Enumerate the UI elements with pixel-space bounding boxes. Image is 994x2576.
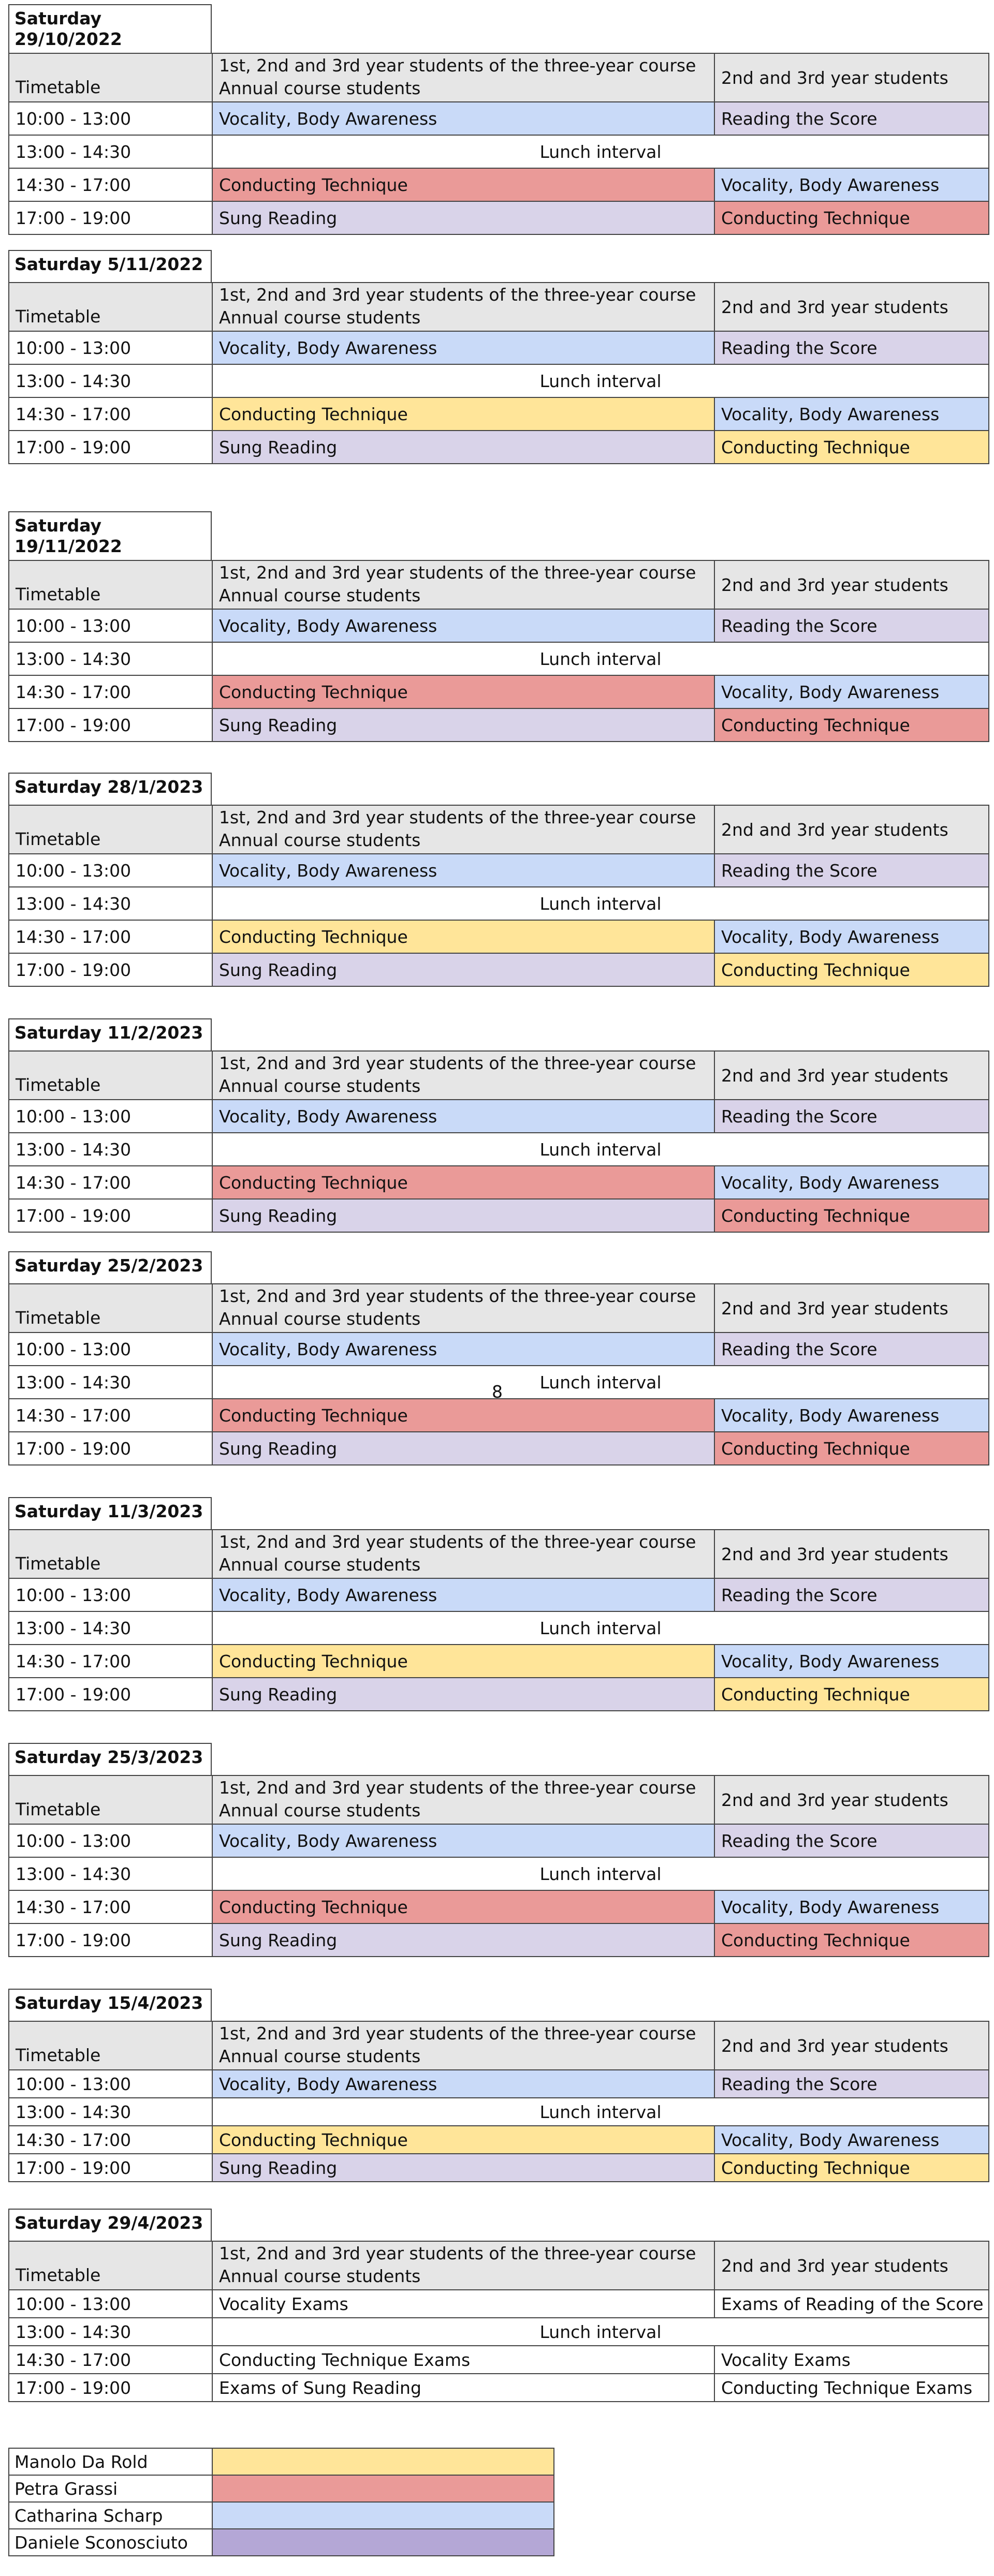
group1-lesson-cell: Vocality, Body Awareness — [212, 1578, 714, 1611]
time-cell: 10:00 - 13:00 — [9, 2070, 212, 2098]
group1-header-line: Annual course students — [219, 830, 421, 850]
group2-lesson-cell: Conducting Technique Exams — [714, 2374, 989, 2402]
time-cell: 14:30 - 17:00 — [9, 2346, 212, 2374]
time-cell: 17:00 - 19:00 — [9, 1923, 212, 1957]
header-row — [9, 2241, 989, 2290]
time-slot-row — [9, 1199, 989, 1232]
group1-header-line: Annual course students — [219, 2046, 421, 2066]
group2-lesson-cell: Reading the Score — [714, 854, 989, 887]
time-cell: 13:00 - 14:30 — [9, 1611, 212, 1645]
group1-lesson-cell: Conducting Technique — [212, 1645, 714, 1678]
lunch-cell: Lunch interval — [212, 642, 989, 675]
date-line: Saturday — [14, 8, 101, 28]
group2-lesson-cell: Reading the Score — [714, 609, 989, 642]
time-slot-row — [9, 135, 989, 168]
time-cell: 10:00 - 13:00 — [9, 2290, 212, 2318]
header-row — [9, 805, 989, 854]
group1-lesson-cell: Vocality, Body Awareness — [212, 1100, 714, 1133]
time-cell: 10:00 - 13:00 — [9, 1333, 212, 1366]
time-cell: 13:00 - 14:30 — [9, 887, 212, 920]
group1-lesson-cell: Conducting Technique — [212, 2126, 714, 2154]
group1-header-line: 1st, 2nd and 3rd year students of the three-year course — [219, 807, 696, 827]
schedule-table — [8, 1529, 989, 1711]
date-line: Saturday 15/4/2023 — [14, 1993, 203, 2013]
time-slot-row — [9, 1432, 989, 1465]
date-heading — [8, 773, 212, 805]
group1-lesson-cell: Sung Reading — [212, 431, 714, 464]
legend-name: Catharina Scharp — [9, 2502, 212, 2529]
time-slot-row — [9, 2154, 989, 2182]
time-slot-row — [9, 642, 989, 675]
date-heading — [8, 1497, 212, 1529]
day-schedule — [8, 511, 992, 742]
date-line: Saturday 11/3/2023 — [14, 1501, 203, 1521]
time-slot-row — [9, 168, 989, 201]
time-slot-row — [9, 2290, 989, 2318]
time-cell: 17:00 - 19:00 — [9, 1432, 212, 1465]
header-row — [9, 2021, 989, 2070]
group1-header-line: Annual course students — [219, 1800, 421, 1820]
time-cell: 14:30 - 17:00 — [9, 920, 212, 953]
group2-lesson-cell: Vocality, Body Awareness — [714, 1166, 989, 1199]
time-slot-row — [9, 2070, 989, 2098]
date-line: 29/10/2022 — [14, 29, 122, 49]
group2-lesson-cell: Vocality, Body Awareness — [714, 1645, 989, 1678]
group2-lesson-cell: Reading the Score — [714, 1100, 989, 1133]
group2-header: 2nd and 3rd year students — [714, 2021, 989, 2070]
timetable-header: Timetable — [9, 2241, 212, 2290]
group1-lesson-cell: Sung Reading — [212, 2154, 714, 2182]
lunch-cell: Lunch interval — [212, 2318, 989, 2346]
group2-lesson-cell: Exams of Reading of the Score — [714, 2290, 989, 2318]
group1-header — [212, 1775, 714, 1824]
date-line: Saturday 11/2/2023 — [14, 1023, 203, 1043]
legend-row — [9, 2502, 554, 2529]
time-slot-row — [9, 2318, 989, 2346]
group1-header-line: Annual course students — [219, 307, 421, 328]
time-slot-row — [9, 1923, 989, 1957]
time-cell: 14:30 - 17:00 — [9, 1645, 212, 1678]
group2-lesson-cell: Vocality Exams — [714, 2346, 989, 2374]
time-slot-row — [9, 331, 989, 364]
time-slot-row — [9, 1100, 989, 1133]
group1-header-line: 1st, 2nd and 3rd year students of the three-year course — [219, 2023, 696, 2044]
group1-lesson-cell: Sung Reading — [212, 708, 714, 742]
group1-lesson-cell: Vocality, Body Awareness — [212, 1824, 714, 1857]
time-cell: 13:00 - 14:30 — [9, 1133, 212, 1166]
lunch-cell: Lunch interval — [212, 1366, 989, 1399]
legend-row — [9, 2529, 554, 2556]
time-cell: 17:00 - 19:00 — [9, 708, 212, 742]
legend-row — [9, 2448, 554, 2475]
time-cell: 10:00 - 13:00 — [9, 102, 212, 135]
time-cell: 17:00 - 19:00 — [9, 1678, 212, 1711]
header-row — [9, 1530, 989, 1578]
day-schedule — [8, 1743, 992, 1957]
group1-header — [212, 1284, 714, 1333]
date-heading — [8, 511, 212, 560]
legend-name: Petra Grassi — [9, 2475, 212, 2502]
group2-lesson-cell: Vocality, Body Awareness — [714, 1399, 989, 1432]
group1-lesson-cell: Sung Reading — [212, 953, 714, 986]
group1-header-line: 1st, 2nd and 3rd year students of the three-year course — [219, 55, 696, 76]
time-slot-row — [9, 1824, 989, 1857]
time-slot-row — [9, 1166, 989, 1199]
group1-lesson-cell: Vocality, Body Awareness — [212, 2070, 714, 2098]
day-schedule — [8, 773, 992, 987]
group1-lesson-cell: Vocality, Body Awareness — [212, 854, 714, 887]
date-line: Saturday 25/2/2023 — [14, 1255, 203, 1276]
group2-lesson-cell: Vocality, Body Awareness — [714, 2126, 989, 2154]
time-cell: 17:00 - 19:00 — [9, 2154, 212, 2182]
time-cell: 17:00 - 19:00 — [9, 201, 212, 234]
time-slot-row — [9, 1678, 989, 1711]
group1-header-line: Annual course students — [219, 78, 421, 98]
group1-header-line: Annual course students — [219, 1076, 421, 1096]
legend-name: Manolo Da Rold — [9, 2448, 212, 2475]
group1-header — [212, 805, 714, 854]
time-cell: 14:30 - 17:00 — [9, 1399, 212, 1432]
time-cell: 17:00 - 19:00 — [9, 2374, 212, 2402]
group1-header — [212, 560, 714, 609]
date-line: Saturday — [14, 515, 101, 536]
time-slot-row — [9, 431, 989, 464]
time-cell: 17:00 - 19:00 — [9, 953, 212, 986]
time-slot-row — [9, 1645, 989, 1678]
group2-lesson-cell: Conducting Technique — [714, 2154, 989, 2182]
date-heading — [8, 2209, 212, 2241]
group2-lesson-cell: Conducting Technique — [714, 1199, 989, 1232]
group1-header-line: 1st, 2nd and 3rd year students of the three-year course — [219, 1532, 696, 1552]
group2-lesson-cell: Conducting Technique — [714, 1432, 989, 1465]
date-line: Saturday 25/3/2023 — [14, 1747, 203, 1767]
group1-header-line: 1st, 2nd and 3rd year students of the three-year course — [219, 1053, 696, 1073]
group1-header — [212, 1051, 714, 1100]
group2-header: 2nd and 3rd year students — [714, 560, 989, 609]
group2-lesson-cell: Reading the Score — [714, 331, 989, 364]
header-row — [9, 1775, 989, 1824]
group2-lesson-cell: Vocality, Body Awareness — [714, 920, 989, 953]
lunch-cell: Lunch interval — [212, 1133, 989, 1166]
date-line: Saturday 5/11/2022 — [14, 254, 203, 274]
group2-header: 2nd and 3rd year students — [714, 805, 989, 854]
group1-header-line: 1st, 2nd and 3rd year students of the three-year course — [219, 562, 696, 583]
group1-lesson-cell: Conducting Technique — [212, 920, 714, 953]
lunch-cell: Lunch interval — [212, 364, 989, 397]
group1-lesson-cell: Conducting Technique — [212, 1890, 714, 1923]
time-cell: 13:00 - 14:30 — [9, 1857, 212, 1890]
time-slot-row — [9, 1890, 989, 1923]
date-line: 19/11/2022 — [14, 536, 122, 556]
timetable-header: Timetable — [9, 560, 212, 609]
timetable-header: Timetable — [9, 1530, 212, 1578]
time-cell: 10:00 - 13:00 — [9, 1824, 212, 1857]
time-slot-row — [9, 102, 989, 135]
group1-header-line: Annual course students — [219, 1309, 421, 1329]
schedule-table — [8, 1283, 989, 1465]
group2-header: 2nd and 3rd year students — [714, 2241, 989, 2290]
date-heading — [8, 4, 212, 53]
date-line: Saturday 29/4/2023 — [14, 2213, 203, 2233]
legend-row — [9, 2475, 554, 2502]
group2-header: 2nd and 3rd year students — [714, 1051, 989, 1100]
header-row — [9, 1051, 989, 1100]
time-cell: 10:00 - 13:00 — [9, 1100, 212, 1133]
group2-lesson-cell: Reading the Score — [714, 2070, 989, 2098]
time-cell: 14:30 - 17:00 — [9, 1166, 212, 1199]
time-cell: 14:30 - 17:00 — [9, 675, 212, 708]
time-slot-row — [9, 609, 989, 642]
time-cell: 13:00 - 14:30 — [9, 2318, 212, 2346]
day-schedule — [8, 2209, 992, 2402]
time-cell: 14:30 - 17:00 — [9, 1890, 212, 1923]
lunch-cell: Lunch interval — [212, 2098, 989, 2126]
time-slot-row — [9, 397, 989, 431]
group1-header — [212, 1530, 714, 1578]
group1-header — [212, 283, 714, 331]
group1-lesson-cell: Vocality, Body Awareness — [212, 102, 714, 135]
day-schedule — [8, 1989, 992, 2182]
group2-lesson-cell: Conducting Technique — [714, 201, 989, 234]
time-cell: 10:00 - 13:00 — [9, 1578, 212, 1611]
time-cell: 13:00 - 14:30 — [9, 1366, 212, 1399]
lunch-cell: Lunch interval — [212, 1857, 989, 1890]
schedule-table — [8, 1775, 989, 1957]
time-cell: 13:00 - 14:30 — [9, 364, 212, 397]
group1-header-line: 1st, 2nd and 3rd year students of the three-year course — [219, 2243, 696, 2263]
time-slot-row — [9, 675, 989, 708]
timetable-header: Timetable — [9, 1284, 212, 1333]
date-heading — [8, 1743, 212, 1775]
legend-swatch — [212, 2475, 554, 2502]
time-slot-row — [9, 1857, 989, 1890]
time-slot-row — [9, 2346, 989, 2374]
schedule-table — [8, 2241, 989, 2402]
lunch-cell: Lunch interval — [212, 135, 989, 168]
time-slot-row — [9, 1611, 989, 1645]
group2-header: 2nd and 3rd year students — [714, 283, 989, 331]
day-schedule — [8, 1497, 992, 1711]
group1-lesson-cell: Conducting Technique — [212, 1166, 714, 1199]
day-schedule — [8, 1018, 992, 1233]
time-slot-row — [9, 2374, 989, 2402]
group2-lesson-cell: Conducting Technique — [714, 1678, 989, 1711]
legend-name: Daniele Sconosciuto — [9, 2529, 212, 2556]
page-number: 8 — [492, 1382, 503, 1402]
group2-lesson-cell: Reading the Score — [714, 102, 989, 135]
time-cell: 10:00 - 13:00 — [9, 331, 212, 364]
group1-header-line: Annual course students — [219, 2266, 421, 2286]
teacher-legend — [8, 2448, 554, 2556]
time-cell: 10:00 - 13:00 — [9, 854, 212, 887]
group1-header-line: 1st, 2nd and 3rd year students of the three-year course — [219, 1778, 696, 1798]
group1-lesson-cell: Conducting Technique — [212, 675, 714, 708]
time-slot-row — [9, 364, 989, 397]
group2-header: 2nd and 3rd year students — [714, 53, 989, 102]
time-cell: 17:00 - 19:00 — [9, 1199, 212, 1232]
time-slot-row — [9, 920, 989, 953]
day-schedule — [8, 4, 992, 235]
header-row — [9, 283, 989, 331]
group2-header: 2nd and 3rd year students — [714, 1284, 989, 1333]
lunch-cell: Lunch interval — [212, 1611, 989, 1645]
group1-lesson-cell: Vocality, Body Awareness — [212, 331, 714, 364]
schedule-table — [8, 1050, 989, 1233]
time-slot-row — [9, 854, 989, 887]
schedule-table — [8, 2021, 989, 2182]
timetable-header: Timetable — [9, 805, 212, 854]
group1-lesson-cell: Conducting Technique Exams — [212, 2346, 714, 2374]
group2-lesson-cell: Reading the Score — [714, 1824, 989, 1857]
time-slot-row — [9, 201, 989, 234]
group2-lesson-cell: Vocality, Body Awareness — [714, 168, 989, 201]
legend-swatch — [212, 2448, 554, 2475]
group1-lesson-cell: Exams of Sung Reading — [212, 2374, 714, 2402]
group1-lesson-cell: Sung Reading — [212, 1678, 714, 1711]
time-cell: 14:30 - 17:00 — [9, 2126, 212, 2154]
group2-header: 2nd and 3rd year students — [714, 1775, 989, 1824]
group2-lesson-cell: Reading the Score — [714, 1333, 989, 1366]
group2-lesson-cell: Conducting Technique — [714, 708, 989, 742]
group2-lesson-cell: Conducting Technique — [714, 1923, 989, 1957]
legend-swatch — [212, 2502, 554, 2529]
group1-lesson-cell: Vocality Exams — [212, 2290, 714, 2318]
header-row — [9, 53, 989, 102]
group2-header: 2nd and 3rd year students — [714, 1530, 989, 1578]
time-slot-row — [9, 1133, 989, 1166]
timetable-header: Timetable — [9, 1051, 212, 1100]
date-line: Saturday 28/1/2023 — [14, 777, 203, 797]
time-slot-row — [9, 1333, 989, 1366]
group2-lesson-cell: Conducting Technique — [714, 953, 989, 986]
group1-lesson-cell: Vocality, Body Awareness — [212, 1333, 714, 1366]
time-slot-row — [9, 2098, 989, 2126]
lunch-cell: Lunch interval — [212, 887, 989, 920]
time-slot-row — [9, 1399, 989, 1432]
date-heading — [8, 1989, 212, 2021]
timetable-header: Timetable — [9, 53, 212, 102]
group1-lesson-cell: Sung Reading — [212, 1923, 714, 1957]
schedule-table — [8, 53, 989, 235]
time-cell: 14:30 - 17:00 — [9, 397, 212, 431]
time-cell: 13:00 - 14:30 — [9, 135, 212, 168]
time-cell: 14:30 - 17:00 — [9, 168, 212, 201]
group1-header-line: Annual course students — [219, 1555, 421, 1575]
group2-lesson-cell: Vocality, Body Awareness — [714, 675, 989, 708]
group2-lesson-cell: Vocality, Body Awareness — [714, 1890, 989, 1923]
schedule-table — [8, 282, 989, 464]
date-heading — [8, 1251, 212, 1283]
time-cell: 10:00 - 13:00 — [9, 609, 212, 642]
date-heading — [8, 1018, 212, 1050]
day-schedule — [8, 250, 992, 464]
group2-lesson-cell: Vocality, Body Awareness — [714, 397, 989, 431]
group1-lesson-cell: Conducting Technique — [212, 397, 714, 431]
schedule-table — [8, 560, 989, 742]
group1-header — [212, 53, 714, 102]
time-slot-row — [9, 708, 989, 742]
timetable-header: Timetable — [9, 283, 212, 331]
group2-lesson-cell: Reading the Score — [714, 1578, 989, 1611]
group1-header-line: 1st, 2nd and 3rd year students of the three-year course — [219, 1286, 696, 1306]
legend-swatch — [212, 2529, 554, 2556]
time-slot-row — [9, 887, 989, 920]
group1-lesson-cell: Vocality, Body Awareness — [212, 609, 714, 642]
time-slot-row — [9, 953, 989, 986]
time-cell: 17:00 - 19:00 — [9, 431, 212, 464]
schedule-table — [8, 805, 989, 987]
group1-lesson-cell: Conducting Technique — [212, 168, 714, 201]
group1-lesson-cell: Sung Reading — [212, 1199, 714, 1232]
group1-header-line: 1st, 2nd and 3rd year students of the three-year course — [219, 285, 696, 305]
time-slot-row — [9, 1578, 989, 1611]
time-slot-row — [9, 2126, 989, 2154]
time-cell: 13:00 - 14:30 — [9, 642, 212, 675]
time-cell: 13:00 - 14:30 — [9, 2098, 212, 2126]
timetable-header: Timetable — [9, 2021, 212, 2070]
group1-header — [212, 2241, 714, 2290]
group2-lesson-cell: Conducting Technique — [714, 431, 989, 464]
group1-lesson-cell: Sung Reading — [212, 1432, 714, 1465]
timetable-header: Timetable — [9, 1775, 212, 1824]
group1-header — [212, 2021, 714, 2070]
group1-lesson-cell: Conducting Technique — [212, 1399, 714, 1432]
header-row — [9, 1284, 989, 1333]
header-row — [9, 560, 989, 609]
day-schedule — [8, 1251, 992, 1465]
date-heading — [8, 250, 212, 282]
group1-lesson-cell: Sung Reading — [212, 201, 714, 234]
group1-header-line: Annual course students — [219, 585, 421, 605]
